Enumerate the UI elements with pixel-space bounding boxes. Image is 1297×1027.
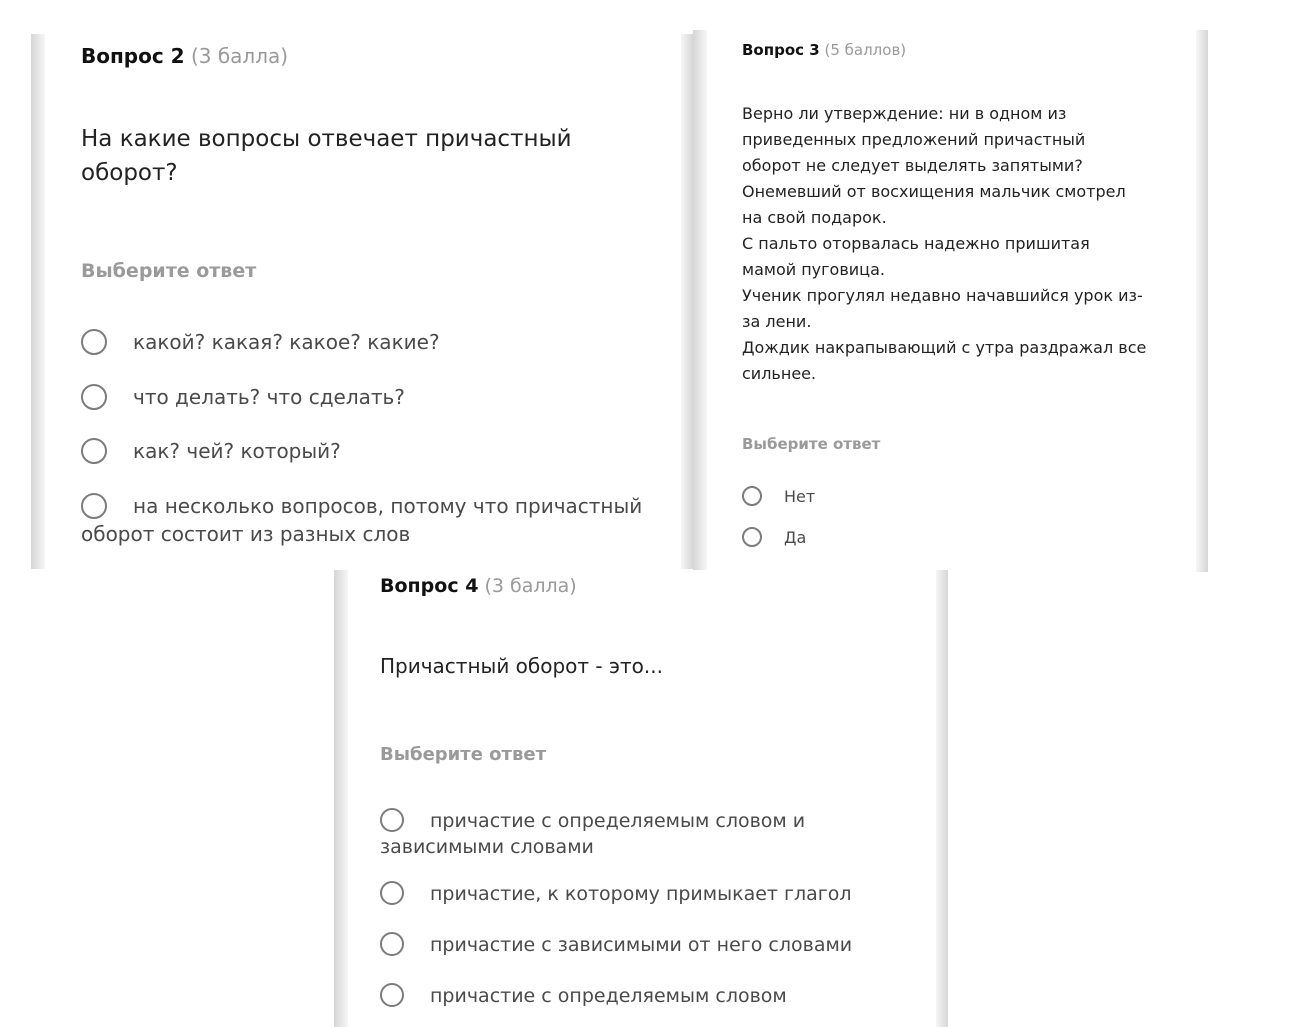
answer-option-label: Да bbox=[784, 528, 807, 547]
question-text-line: Онемевший от восхищения мальчик смотрел bbox=[742, 182, 1126, 201]
question-label: Вопрос 4 bbox=[380, 575, 479, 597]
answer-option-label: причастие с зависимыми от него словами bbox=[430, 934, 853, 956]
card-right-shadow bbox=[1196, 30, 1208, 572]
question-title bbox=[742, 41, 906, 59]
answer-option[interactable] bbox=[380, 808, 920, 860]
answer-hint: Выберите ответ bbox=[81, 260, 257, 282]
card-left-shadow bbox=[334, 570, 348, 1027]
question-label: Вопрос 2 bbox=[81, 44, 185, 68]
question-text: Причастный оборот - это... bbox=[380, 654, 663, 678]
question-title bbox=[380, 575, 577, 597]
answer-option-label: какой? какая? какое? какие? bbox=[133, 330, 440, 354]
radio-button[interactable] bbox=[380, 881, 404, 905]
answer-option-label: Нет bbox=[784, 487, 816, 506]
question-text bbox=[742, 101, 1182, 387]
answer-option-label: причастие с определяемым словом и зависимыми словами bbox=[380, 810, 806, 858]
question-text-line: на свой подарок. bbox=[742, 208, 887, 227]
answer-option[interactable] bbox=[81, 437, 661, 465]
answer-option[interactable] bbox=[742, 526, 806, 550]
answer-option[interactable] bbox=[81, 328, 661, 356]
radio-button[interactable] bbox=[81, 438, 107, 464]
radio-button[interactable] bbox=[380, 808, 404, 832]
question-text-line: сильнее. bbox=[742, 364, 817, 383]
card-right-shadow bbox=[681, 34, 693, 569]
question-text-line: за лени. bbox=[742, 312, 812, 331]
radio-button[interactable] bbox=[81, 329, 107, 355]
card-right-shadow bbox=[936, 570, 948, 1027]
question-4-card bbox=[334, 570, 962, 1027]
radio-button[interactable] bbox=[380, 932, 404, 956]
question-text-line: приведенных предложений причастный bbox=[742, 130, 1086, 149]
question-text-line: С пальто оторвалась надежно пришитая bbox=[742, 234, 1090, 253]
radio-button[interactable] bbox=[380, 983, 404, 1007]
radio-button[interactable] bbox=[81, 493, 107, 519]
question-points: (5 баллов) bbox=[824, 41, 907, 59]
answer-option-label: что делать? что сделать? bbox=[133, 385, 405, 409]
answer-option-label: причастие с определяемым словом bbox=[430, 985, 787, 1007]
question-text-line: Ученик прогулял недавно начавшийся урок из- bbox=[742, 286, 1143, 305]
card-left-shadow bbox=[693, 30, 707, 572]
question-points: (3 балла) bbox=[484, 575, 577, 597]
answer-option[interactable] bbox=[380, 983, 920, 1009]
radio-button[interactable] bbox=[742, 527, 762, 547]
answer-option-label: причастие, к которому примыкает глагол bbox=[430, 883, 852, 905]
question-points: (3 балла) bbox=[190, 44, 289, 68]
question-text-line: оборот не следует выделять запятыми? bbox=[742, 156, 1083, 175]
answer-option[interactable] bbox=[81, 492, 661, 548]
answer-option[interactable] bbox=[742, 485, 815, 509]
question-text-line: Дождик накрапывающий с утра раздражал все bbox=[742, 338, 1147, 357]
radio-button[interactable] bbox=[81, 384, 107, 410]
radio-button[interactable] bbox=[742, 486, 762, 506]
question-text-line: мамой пуговица. bbox=[742, 260, 885, 279]
question-label: Вопрос 3 bbox=[742, 41, 820, 59]
answer-option[interactable] bbox=[380, 881, 920, 907]
answer-hint: Выберите ответ bbox=[380, 744, 547, 765]
answer-hint: Выберите ответ bbox=[742, 435, 881, 453]
question-text: На какие вопросы отвечает причастный оборот? bbox=[81, 126, 572, 186]
answer-option-label: как? чей? который? bbox=[133, 439, 341, 463]
question-2-card bbox=[31, 34, 693, 569]
question-3-card bbox=[693, 30, 1208, 572]
question-text-line: Верно ли утверждение: ни в одном из bbox=[742, 104, 1067, 123]
question-title bbox=[81, 44, 288, 68]
card-left-shadow bbox=[31, 34, 45, 569]
answer-option[interactable] bbox=[380, 932, 920, 958]
answer-option-label: на несколько вопросов, потому что причастный оборот состоит из разных слов bbox=[81, 494, 643, 546]
answer-option[interactable] bbox=[81, 383, 661, 411]
